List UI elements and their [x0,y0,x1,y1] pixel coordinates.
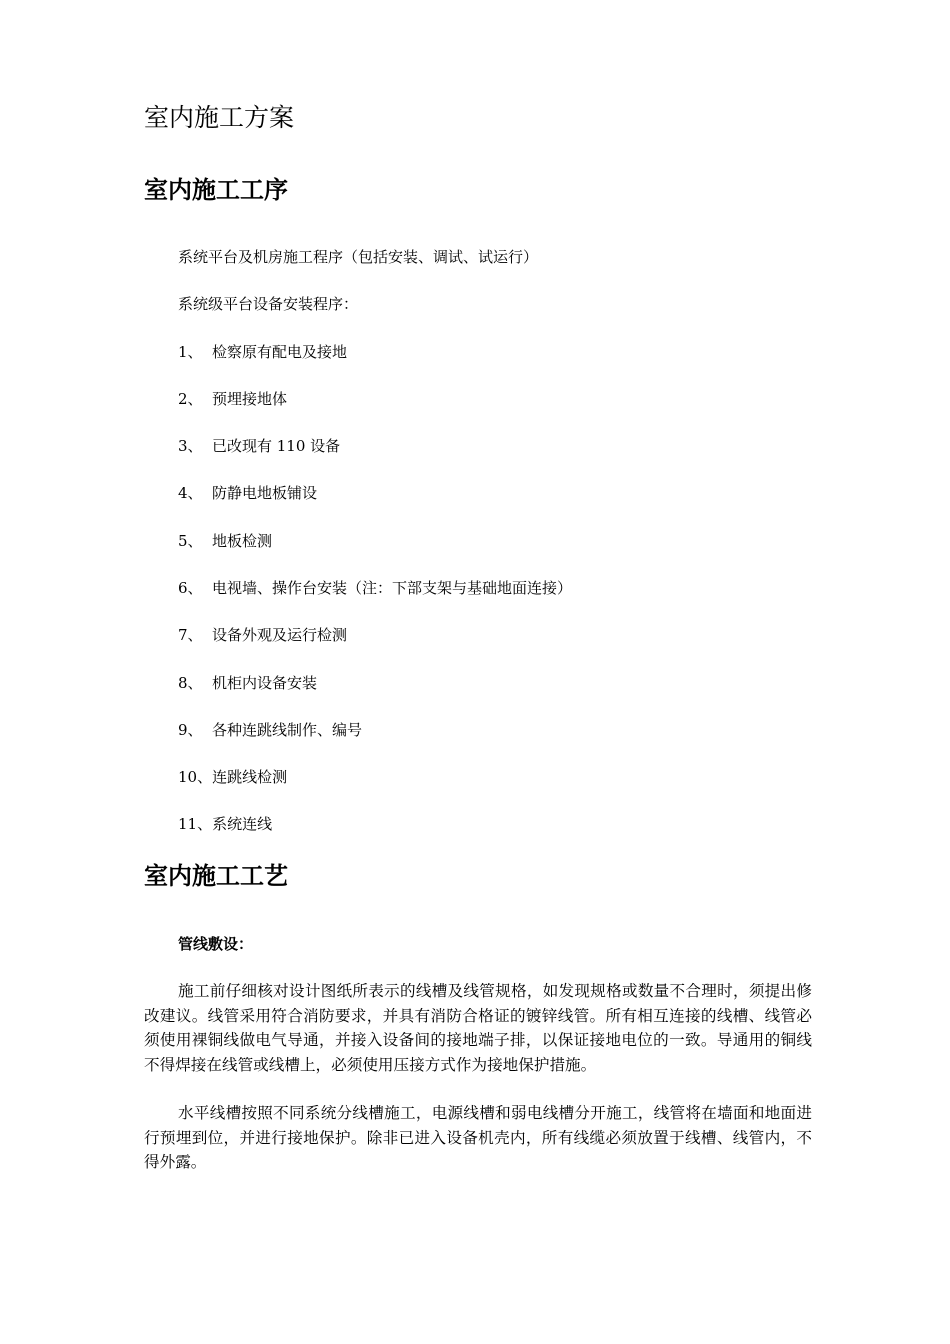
section-heading-procedure: 室内施工工序 [144,176,288,204]
list-item-number: 7、 [178,626,203,644]
list-item [178,765,287,789]
list-item-text: 已改现有 110 设备 [212,437,341,455]
list-item-text: 系统连线 [212,815,273,833]
list-item-number: 4、 [178,484,203,502]
body-paragraph: 水平线槽按照不同系统分线槽施工，电源线槽和弱电线槽分开施工，线管将在墙面和地面进行预埋到位，并进行接地保护。除非已进入设备机壳内，所有线缆必须放置于线槽、线管内，不得外露。 [144,1104,812,1171]
list-item-number: 3、 [178,437,203,455]
list-item [178,340,347,364]
list-item-number: 11、 [178,815,213,833]
list-item-number: 10、 [178,768,213,786]
list-item-number: 1、 [178,343,203,361]
list-item-text: 机柜内设备安装 [212,674,318,692]
list-item-number: 9、 [178,721,203,739]
list-item-text: 检察原有配电及接地 [212,343,348,361]
subsection-heading: 管线敷设： [178,935,254,953]
procedure-subintro: 系统级平台设备安装程序： [178,295,359,313]
list-item [178,671,317,695]
list-item [178,623,347,647]
list-item [178,576,572,600]
list-item-text: 连跳线检测 [212,768,288,786]
list-item [178,481,317,505]
list-item-text: 防静电地板铺设 [212,484,318,502]
procedure-intro: 系统平台及机房施工程序（包括安装、调试、试运行） [178,248,539,266]
list-item-text: 电视墙、操作台安装（注：下部支架与基础地面连接） [212,579,573,597]
list-item-text: 设备外观及运行检测 [212,626,348,644]
list-item-number: 8、 [178,674,203,692]
list-item [178,434,340,458]
list-item-number: 6、 [178,579,203,597]
list-item [178,812,272,836]
list-item-number: 5、 [178,532,203,550]
document-title: 室内施工方案 [144,103,295,132]
list-item-number: 2、 [178,390,203,408]
list-item-text: 各种连跳线制作、编号 [212,721,363,739]
section-heading-process: 室内施工工艺 [144,862,288,890]
body-paragraph: 施工前仔细核对设计图纸所表示的线槽及线管规格，如发现规格或数量不合理时，须提出修改建议。线管采用符合消防要求，并具有消防合格证的镀锌线管。所有相互连接的线槽、线管必须使用裸铜线做电气导通，并接入设备间的接地端子排，以保证接地电位的一致。导通用的铜线不得焊接在线管或线槽上，必须使用压接方式作为接地保护措施。 [144,982,812,1074]
list-item [178,387,287,411]
list-item-text: 地板检测 [212,532,273,550]
list-item [178,529,272,553]
list-item-text: 预埋接地体 [212,390,288,408]
list-item [178,718,362,742]
